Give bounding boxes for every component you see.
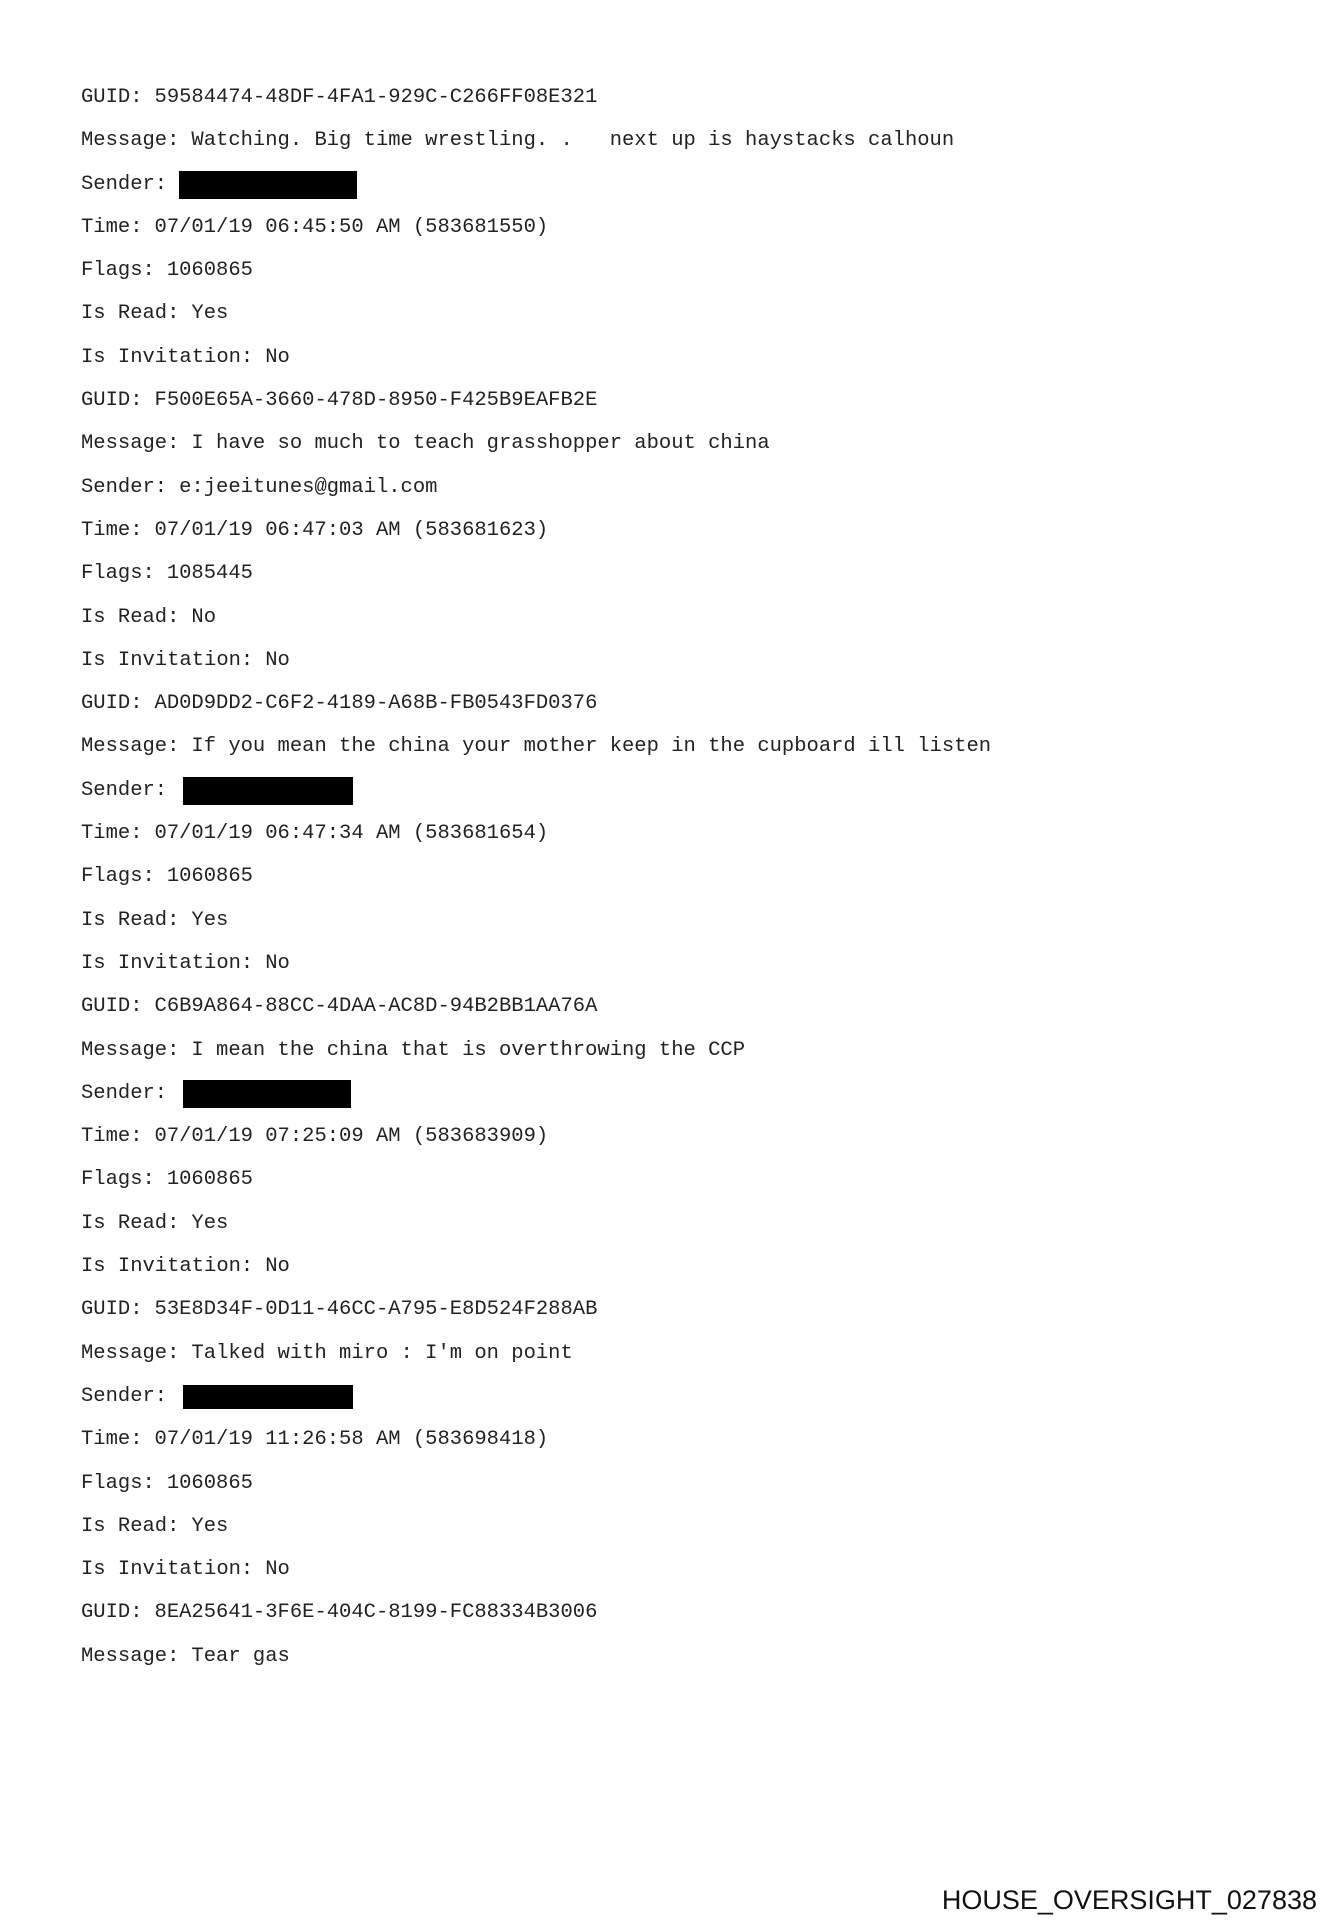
record-partial	[81, 86, 1231, 153]
flags-value: 1060865	[166, 1471, 253, 1495]
message-line	[81, 129, 1231, 153]
guid-value: F500E65A-3660-478D-8950-F425B9EAFB2E	[154, 389, 598, 413]
is-read-value: Yes	[191, 1211, 229, 1235]
is-invitation-line	[81, 1255, 1231, 1279]
time-line	[81, 1428, 1231, 1452]
guid-line	[81, 1298, 1231, 1322]
message-label: Message:	[81, 735, 180, 759]
guid-line	[81, 1601, 1231, 1625]
flags-value: 1085445	[166, 562, 253, 586]
is-read-label: Is Read:	[81, 1514, 180, 1538]
time-value: 07/01/19 06:47:34 AM (583681654)	[154, 822, 549, 846]
guid-label: GUID:	[81, 86, 143, 109]
message-value: Talked with miro : I'm on point	[191, 1341, 573, 1365]
is-invitation-label: Is Invitation:	[81, 951, 254, 975]
time-value: 07/01/19 11:26:58 AM (583698418)	[154, 1428, 549, 1452]
is-read-label: Is Read:	[81, 1211, 180, 1235]
message-value: I mean the china that is overthrowing the CCP	[191, 1038, 746, 1062]
message-record	[81, 173, 1231, 457]
redaction-box	[183, 1080, 351, 1108]
is-invitation-line	[81, 346, 1231, 370]
is-read-label: Is Read:	[81, 302, 180, 326]
flags-line	[81, 1168, 1231, 1192]
guid-label: GUID:	[81, 389, 143, 413]
guid-value: C6B9A864-88CC-4DAA-AC8D-94B2BB1AA76A	[154, 995, 598, 1019]
sender-value: e:jeeitunes@gmail.com	[179, 475, 438, 499]
flags-label: Flags:	[81, 865, 155, 889]
message-label: Message:	[81, 1341, 180, 1365]
flags-line	[81, 1472, 1231, 1496]
is-invitation-label: Is Invitation:	[81, 345, 254, 369]
is-read-value: No	[191, 605, 217, 629]
is-read-line	[81, 909, 1231, 933]
is-read-line	[81, 302, 1231, 326]
time-line	[81, 822, 1231, 846]
sender-label: Sender:	[81, 172, 168, 196]
guid-label: GUID:	[81, 1298, 143, 1322]
time-label: Time:	[81, 215, 143, 239]
guid-line	[81, 692, 1231, 716]
message-label: Message:	[81, 432, 180, 456]
guid-label: GUID:	[81, 692, 143, 716]
flags-line	[81, 259, 1231, 283]
is-read-label: Is Read:	[81, 908, 180, 932]
is-read-line	[81, 606, 1231, 630]
guid-value: 8EA25641-3F6E-404C-8199-FC88334B3006	[154, 1601, 598, 1625]
message-line	[81, 432, 1231, 456]
message-value: Watching. Big time wrestling. . next up is haystacks calhoun	[191, 129, 955, 153]
sender-label: Sender:	[81, 778, 168, 802]
is-read-value: Yes	[191, 302, 229, 326]
time-line	[81, 216, 1231, 240]
message-line	[81, 1645, 1231, 1669]
is-read-label: Is Read:	[81, 605, 180, 629]
message-record	[81, 779, 1231, 1063]
is-invitation-value: No	[265, 345, 290, 369]
flags-label: Flags:	[81, 562, 155, 586]
is-invitation-value: No	[265, 648, 290, 672]
sender-label: Sender:	[81, 1081, 168, 1105]
message-value: If you mean the china your mother keep in the cupboard ill listen	[191, 735, 992, 759]
flags-value: 1060865	[166, 1168, 253, 1192]
is-invitation-value: No	[265, 1255, 290, 1279]
flags-line	[81, 562, 1231, 586]
flags-label: Flags:	[81, 1168, 155, 1192]
is-read-value: Yes	[191, 1514, 229, 1538]
sender-label: Sender:	[81, 1384, 168, 1408]
redaction-box	[183, 1385, 353, 1409]
sender-label: Sender:	[81, 475, 168, 499]
flags-line	[81, 865, 1231, 889]
is-read-value: Yes	[191, 908, 229, 932]
message-label: Message:	[81, 1038, 180, 1062]
guid-line	[81, 995, 1231, 1019]
is-invitation-label: Is Invitation:	[81, 1558, 254, 1582]
message-line	[81, 735, 1231, 759]
time-label: Time:	[81, 1428, 143, 1452]
time-value: 07/01/19 07:25:09 AM (583683909)	[154, 1125, 549, 1149]
bates-number: HOUSE_OVERSIGHT_027838	[941, 1885, 1317, 1915]
time-label: Time:	[81, 1125, 143, 1149]
is-invitation-line	[81, 1558, 1231, 1582]
message-line	[81, 1039, 1231, 1063]
is-read-line	[81, 1515, 1231, 1539]
guid-value: 59584474-48DF-4FA1-929C-C266FF08E321	[154, 86, 598, 109]
message-label: Message:	[81, 1644, 180, 1668]
is-invitation-line	[81, 649, 1231, 673]
sender-line	[81, 1385, 1231, 1409]
redaction-box	[179, 171, 357, 199]
message-record	[81, 1082, 1231, 1366]
message-record	[81, 1385, 1231, 1669]
flags-label: Flags:	[81, 259, 155, 283]
message-record	[81, 476, 1231, 760]
message-label: Message:	[81, 129, 180, 153]
guid-value: AD0D9DD2-C6F2-4189-A68B-FB0543FD0376	[154, 692, 598, 716]
document-page	[81, 86, 1231, 1688]
guid-label: GUID:	[81, 1601, 143, 1625]
guid-line	[81, 389, 1231, 413]
sender-line	[81, 779, 1231, 803]
is-invitation-line	[81, 952, 1231, 976]
is-invitation-label: Is Invitation:	[81, 648, 254, 672]
sender-line	[81, 476, 1231, 500]
is-invitation-label: Is Invitation:	[81, 1255, 254, 1279]
flags-value: 1060865	[166, 865, 253, 889]
time-value: 07/01/19 06:45:50 AM (583681550)	[154, 215, 549, 239]
message-value: I have so much to teach grasshopper about china	[191, 432, 770, 456]
message-line	[81, 1342, 1231, 1366]
time-label: Time:	[81, 822, 143, 846]
guid-value: 53E8D34F-0D11-46CC-A795-E8D524F288AB	[154, 1298, 598, 1322]
guid-line	[81, 86, 1231, 110]
flags-value: 1060865	[166, 259, 253, 283]
redaction-box	[183, 777, 353, 805]
sender-line	[81, 1082, 1231, 1106]
time-line	[81, 519, 1231, 543]
guid-label: GUID:	[81, 995, 143, 1019]
message-value: Tear gas	[191, 1644, 290, 1668]
flags-label: Flags:	[81, 1471, 155, 1495]
time-value: 07/01/19 06:47:03 AM (583681623)	[154, 518, 549, 542]
sender-line	[81, 173, 1231, 197]
is-invitation-value: No	[265, 951, 290, 975]
time-label: Time:	[81, 518, 143, 542]
time-line	[81, 1125, 1231, 1149]
is-read-line	[81, 1212, 1231, 1236]
is-invitation-value: No	[265, 1558, 290, 1582]
